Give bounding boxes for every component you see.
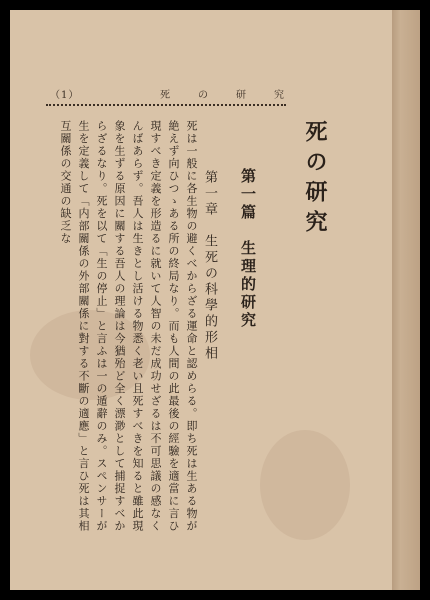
chapter-title: 第一章 生死の科學的形相 bbox=[202, 170, 217, 362]
running-head bbox=[40, 86, 312, 104]
part-title: 第一篇 生理的研究 bbox=[239, 168, 257, 330]
book-title: 死の研究 bbox=[302, 120, 328, 240]
running-head-rule bbox=[46, 104, 286, 106]
body-text: 死は一般に各生物の避くべからざる運命と認めらる。即ち死は生ある物が絶えず向ひつゝある所の終局なり。而も人間の此最後の經驗を適當に言ひ現すべき定義を形造るに就いて人智の未だ成功せざるは不可思議の感なくんばあらず。吾人は生きとし活ける物悉く老い且死すべきを知ると雖此現象を生ずる原因に關する吾人の理論は今猶殆ど全く漂渺として捕捉すべからざるなり。死を以て「生の停止」と言ふは一の遁辭のみ。スペンサーが生を定義して「内部關係の外部關係に對する不斷の適應」と言ひ死は其相互關係の交通の缺乏な bbox=[59, 120, 198, 533]
running-head-title: 死の研究 bbox=[160, 90, 312, 101]
page-number: （1） bbox=[50, 90, 80, 101]
paper-stain bbox=[260, 430, 350, 540]
adjacent-page-edge bbox=[392, 10, 420, 590]
